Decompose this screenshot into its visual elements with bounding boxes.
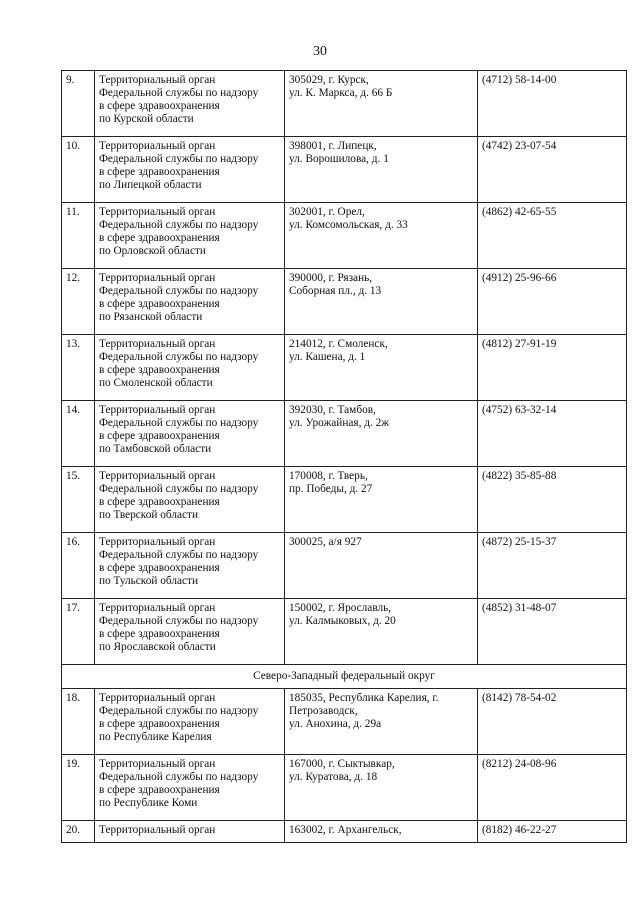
organization-name-line: по Тамбовской области: [99, 443, 212, 455]
address-line: ул. Калмыковых, д. 20: [289, 615, 396, 627]
organization-name-line: Территориальный орган: [99, 602, 216, 614]
organization-name: [95, 137, 285, 203]
organization-name-line: Территориальный орган: [99, 692, 216, 704]
address-line: Соборная пл., д. 13: [289, 285, 382, 297]
organization-address: [285, 335, 478, 401]
address-line: 167000, г. Сыктывкар,: [289, 758, 395, 770]
organization-name: [95, 71, 285, 137]
organization-phone: (8142) 78-54-02: [478, 689, 627, 755]
row-number: 17.: [62, 599, 95, 665]
table-row: [62, 467, 627, 533]
address-line: 300025, а/я 927: [289, 536, 362, 548]
organization-address: [285, 533, 478, 599]
organization-name-line: Территориальный орган: [99, 470, 216, 482]
address-line: 185035, Республика Карелия, г.: [289, 692, 439, 704]
address-line: 398001, г. Липецк,: [289, 140, 377, 152]
organization-name-line: в сфере здравоохранения: [99, 496, 220, 508]
organization-name-line: Федеральной службы по надзору: [99, 351, 259, 363]
address-line: 163002, г. Архангельск,: [289, 824, 402, 836]
organization-name: [95, 203, 285, 269]
organization-name-line: в сфере здравоохранения: [99, 166, 220, 178]
table-row: [62, 533, 627, 599]
row-number: 9.: [62, 71, 95, 137]
organization-name-line: Территориальный орган: [99, 404, 216, 416]
address-line: пр. Победы, д. 27: [289, 483, 373, 495]
organization-name-line: Территориальный орган: [99, 758, 216, 770]
organization-name: [95, 335, 285, 401]
organization-name-line: Федеральной службы по надзору: [99, 549, 259, 561]
organization-phone: (4822) 35-85-88: [478, 467, 627, 533]
organization-name: [95, 599, 285, 665]
organization-phone: (4712) 58-14-00: [478, 71, 627, 137]
organization-address: [285, 269, 478, 335]
organization-address: [285, 71, 478, 137]
organization-name-line: Федеральной службы по надзору: [99, 483, 259, 495]
organization-name: [95, 689, 285, 755]
row-number: 19.: [62, 755, 95, 821]
row-number: 13.: [62, 335, 95, 401]
organization-phone: (4812) 27-91-19: [478, 335, 627, 401]
table-row: [62, 755, 627, 821]
organization-name-line: в сфере здравоохранения: [99, 298, 220, 310]
address-line: ул. Анохина, д. 29а: [289, 718, 382, 730]
organization-name-line: по Курской области: [99, 113, 194, 125]
organization-name-line: Федеральной службы по надзору: [99, 285, 259, 297]
organization-name-line: по Тульской области: [99, 575, 199, 587]
organization-name-line: Федеральной службы по надзору: [99, 771, 259, 783]
organization-name-line: в сфере здравоохранения: [99, 232, 220, 244]
organization-address: [285, 755, 478, 821]
address-line: ул. Ворошилова, д. 1: [289, 153, 389, 165]
table-row: [62, 71, 627, 137]
table-row: [62, 335, 627, 401]
organization-name-line: в сфере здравоохранения: [99, 364, 220, 376]
address-line: ул. Куратова, д. 18: [289, 771, 378, 783]
row-number: 16.: [62, 533, 95, 599]
organization-name-line: по Смоленской области: [99, 377, 213, 389]
table-row: [62, 203, 627, 269]
organization-name-line: в сфере здравоохранения: [99, 628, 220, 640]
organization-name: [95, 467, 285, 533]
row-number: 12.: [62, 269, 95, 335]
organization-name-line: по Орловской области: [99, 245, 206, 257]
address-line: Петрозаводск,: [289, 705, 358, 717]
table-row: [62, 821, 627, 843]
organization-phone: (4742) 23-07-54: [478, 137, 627, 203]
table-row: [62, 689, 627, 755]
section-header-row: [62, 665, 627, 689]
page-number: 30: [313, 44, 327, 59]
organization-name: [95, 755, 285, 821]
organization-phone: (4872) 25-15-37: [478, 533, 627, 599]
organization-address: [285, 599, 478, 665]
organization-name-line: по Ярославской области: [99, 641, 216, 653]
organization-name-line: Федеральной службы по надзору: [99, 87, 259, 99]
address-line: 170008, г. Тверь,: [289, 470, 368, 482]
organization-address: [285, 689, 478, 755]
organization-address: [285, 821, 478, 843]
organization-address: [285, 137, 478, 203]
organization-name-line: Федеральной службы по надзору: [99, 417, 259, 429]
organization-name: [95, 821, 285, 843]
address-line: 305029, г. Курск,: [289, 74, 369, 86]
organization-phone: (4912) 25-96-66: [478, 269, 627, 335]
address-line: 150002, г. Ярославль,: [289, 602, 392, 614]
address-line: ул. К. Маркса, д. 66 Б: [289, 87, 393, 99]
address-line: ул. Кашена, д. 1: [289, 351, 366, 363]
organization-name-line: Федеральной службы по надзору: [99, 705, 259, 717]
table-row: [62, 137, 627, 203]
address-line: ул. Комсомольская, д. 33: [289, 219, 408, 231]
organization-address: [285, 203, 478, 269]
organization-address: [285, 401, 478, 467]
organization-name: [95, 401, 285, 467]
table-row: [62, 269, 627, 335]
table-row: [62, 401, 627, 467]
row-number: 10.: [62, 137, 95, 203]
organization-name-line: Территориальный орган: [99, 74, 216, 86]
organization-name-line: по Республике Карелия: [99, 731, 212, 743]
organization-name-line: в сфере здравоохранения: [99, 100, 220, 112]
address-line: 214012, г. Смоленск,: [289, 338, 388, 350]
organization-name-line: Территориальный орган: [99, 338, 216, 350]
organization-name-line: Федеральной службы по надзору: [99, 153, 259, 165]
organization-name-line: по Липецкой области: [99, 179, 202, 191]
organizations-table: [61, 70, 627, 843]
organization-phone: (4852) 31-48-07: [478, 599, 627, 665]
row-number: 14.: [62, 401, 95, 467]
organization-phone: (4752) 63-32-14: [478, 401, 627, 467]
organization-name-line: в сфере здравоохранения: [99, 718, 220, 730]
organization-name: [95, 533, 285, 599]
row-number: 11.: [62, 203, 95, 269]
section-title: Северо-Западный федеральный округ: [62, 665, 627, 689]
organization-name-line: Федеральной службы по надзору: [99, 615, 259, 627]
organization-phone: (4862) 42-65-55: [478, 203, 627, 269]
organization-name-line: Территориальный орган: [99, 206, 216, 218]
organization-phone: (8182) 46-22-27: [478, 821, 627, 843]
row-number: 18.: [62, 689, 95, 755]
address-line: 390000, г. Рязань,: [289, 272, 373, 284]
table-body: [62, 71, 627, 843]
address-line: ул. Урожайная, д. 2ж: [289, 417, 390, 429]
organization-name-line: в сфере здравоохранения: [99, 562, 220, 574]
organization-phone: (8212) 24-08-96: [478, 755, 627, 821]
organization-name-line: по Республике Коми: [99, 797, 198, 809]
row-number: 20.: [62, 821, 95, 843]
organization-name-line: в сфере здравоохранения: [99, 784, 220, 796]
organization-name: [95, 269, 285, 335]
address-line: 302001, г. Орел,: [289, 206, 365, 218]
table-row: [62, 599, 627, 665]
organization-name-line: по Тверской области: [99, 509, 198, 521]
address-line: 392030, г. Тамбов,: [289, 404, 376, 416]
organization-name-line: по Рязанской области: [99, 311, 203, 323]
organization-name-line: Федеральной службы по надзору: [99, 219, 259, 231]
organization-name-line: Территориальный орган: [99, 536, 216, 548]
organization-address: [285, 467, 478, 533]
organization-name-line: в сфере здравоохранения: [99, 430, 220, 442]
row-number: 15.: [62, 467, 95, 533]
organization-name-line: Территориальный орган: [99, 272, 216, 284]
organization-name-line: Территориальный орган: [99, 824, 216, 836]
organization-name-line: Территориальный орган: [99, 140, 216, 152]
